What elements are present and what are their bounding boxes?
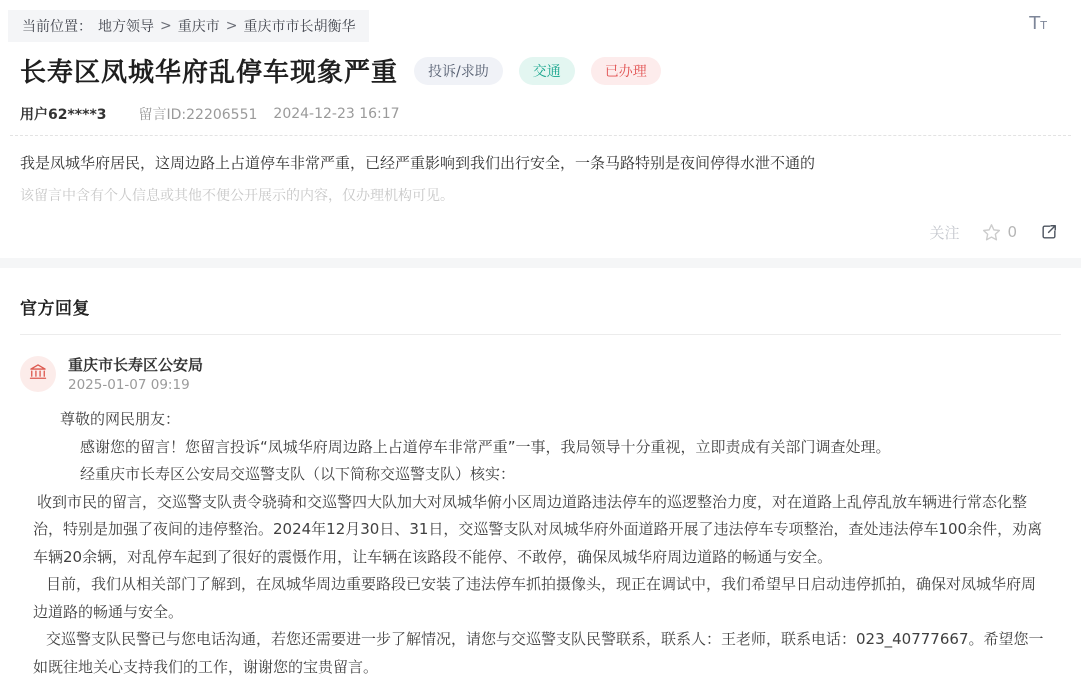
reply-header xyxy=(20,356,1061,393)
agency-name: 重庆市长寿区公安局 xyxy=(68,356,204,374)
reply-paragraph: 收到市民的留言，交巡警支队责令骁骑和交巡警四大队加大对凤城华俯小区周边道路违法停车的巡逻整治力度，对在道路上乱停乱放车辆进行常态化整治，特别是加强了夜间的违停整治。2024年12月30日、31日，交巡警支队对凤城华府外面道路开展了违法停车专项整治，查处违法停车100余件，劝离车辆20余辆，对乱停车起到了很好的震慑作用，让车辆在该路段不能停、不敢停，确保凤城华府周边道路的畅通与安全。 xyxy=(33,492,1043,566)
username: 用户62****3 xyxy=(20,107,107,123)
reply-author-block xyxy=(68,356,203,393)
follow-button[interactable]: 关注 xyxy=(929,223,960,242)
page-title: 长寿区凤城华府乱停车现象严重 xyxy=(20,58,399,88)
reply-datetime: 2025-01-07 09:19 xyxy=(68,377,190,393)
favorite-button[interactable] xyxy=(981,222,1017,243)
official-reply-section xyxy=(0,294,1081,681)
breadcrumb-label: 当前位置： xyxy=(22,19,92,35)
post-body: 我是凤城华府居民，这周边路上占道停车非常严重，已经严重影响到我们出行安全，一条马路特别是夜间停得水泄不通的 xyxy=(20,154,816,172)
favorite-count: 0 xyxy=(1007,223,1017,241)
government-building-icon xyxy=(28,362,48,386)
reply-paragraph: 感谢您的留言！您留言投诉“凤城华府周边路上占道停车非常严重”一事，我局领导十分重视，立即责成有关部门调查处理。 xyxy=(80,437,891,456)
tag-handled-status: 已办理 xyxy=(591,57,661,85)
avatar xyxy=(20,356,56,392)
star-icon xyxy=(981,222,1002,243)
privacy-note: 该留言中含有个人信息或其他不便公开展示的内容，仅办理机构可见。 xyxy=(20,188,454,204)
dashed-divider xyxy=(10,135,1071,136)
tag-complaint: 投诉/求助 xyxy=(414,57,503,85)
breadcrumb xyxy=(8,10,369,42)
breadcrumb-item-chongqing[interactable]: 重庆市 xyxy=(177,19,220,35)
tag-traffic: 交通 xyxy=(519,57,575,85)
reply-divider xyxy=(20,334,1061,335)
post-section xyxy=(0,0,1081,258)
breadcrumb-separator: > xyxy=(225,18,238,34)
message-id: 留言ID:22206551 xyxy=(138,107,258,123)
font-size-icon: T xyxy=(1029,13,1041,34)
share-button[interactable] xyxy=(1039,222,1059,242)
reply-paragraph: 目前，我们从相关部门了解到，在凤城华周边重要路段已安装了违法停车抓拍摄像头，现正在调试中，我们希望早日启动违停抓拍，确保对凤城华府周边道路的畅通与安全。 xyxy=(33,575,1037,621)
breadcrumb-separator: > xyxy=(160,18,172,34)
breadcrumb-item-local-leaders[interactable]: 地方领导 xyxy=(98,19,154,35)
post-datetime: 2024-12-23 16:17 xyxy=(273,106,400,122)
title-row xyxy=(0,52,1081,89)
topbar xyxy=(0,0,1081,42)
breadcrumb-item-mayor[interactable]: 重庆市市长胡衡华 xyxy=(243,19,356,35)
post-meta xyxy=(0,104,1081,124)
post-actions xyxy=(0,220,1081,244)
reply-body xyxy=(20,406,1061,681)
reply-paragraph: 经重庆市长寿区公安局交巡警支队（以下简称交巡警支队）核实： xyxy=(80,465,516,483)
official-reply-heading: 官方回复 xyxy=(20,299,90,319)
font-size-toggle[interactable]: TT xyxy=(1029,13,1047,34)
section-separator xyxy=(0,258,1081,268)
reply-paragraph: 交巡警支队民警已与您电话沟通，若您还需要进一步了解情况，请您与交巡警支队民警联系，联系人：王老师，联系电话：023_40777667。希望您一如既往地关心支持我们的工作，谢谢您的宝贵留言。 xyxy=(33,630,1044,676)
reply-paragraph: 尊敬的网民朋友： xyxy=(60,410,181,428)
